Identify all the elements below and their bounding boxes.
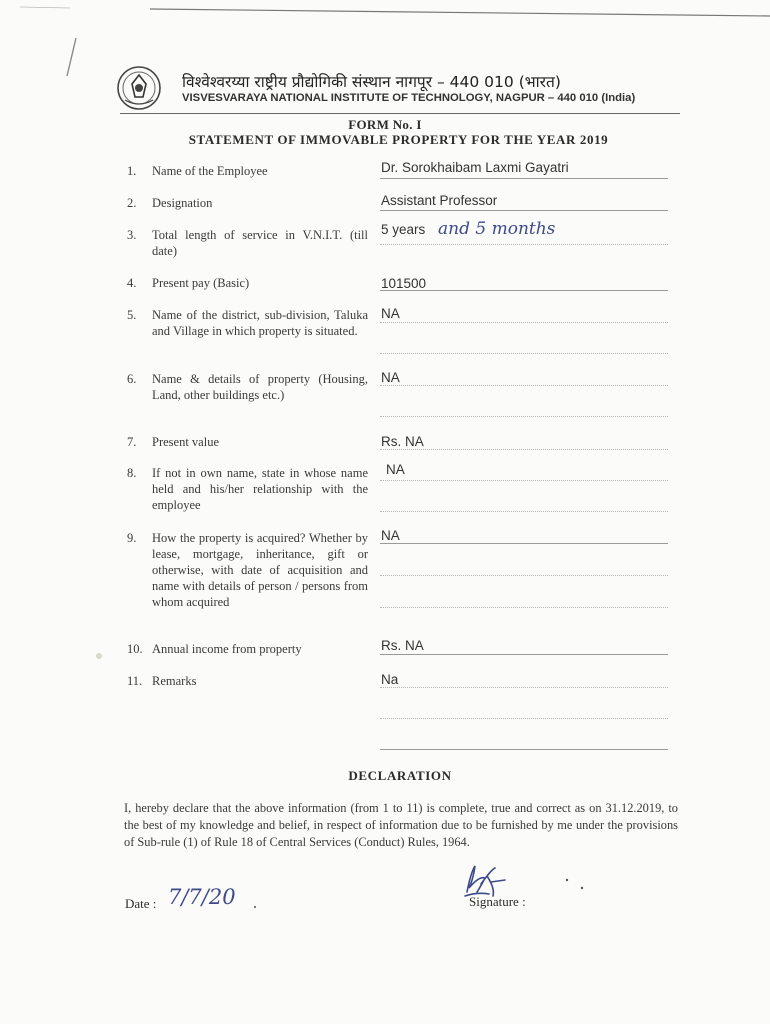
acquisition-value: NA: [381, 528, 400, 543]
annual-income-field: [381, 638, 424, 653]
answer-line: [380, 178, 668, 179]
institute-name-hindi: विश्वेश्वरय्या राष्ट्रीय प्रौद्योगिकी संस्थान नागपूर – 440 010 (भारत): [182, 73, 561, 91]
item-number: 1.: [127, 164, 137, 178]
answer-line: [380, 607, 668, 608]
present-value-value: NA: [405, 434, 424, 449]
item-number: 11.: [127, 674, 143, 688]
present-value-field: [381, 434, 424, 449]
date-label: Date :: [125, 896, 157, 911]
remarks-value: Na: [381, 672, 399, 687]
answer-line: [380, 449, 668, 450]
item-label: Designation: [152, 196, 213, 210]
answer-line: [380, 511, 668, 512]
signature-label: Signature :: [469, 894, 526, 909]
item-label: Present pay (Basic): [152, 276, 250, 290]
item-number: 6.: [127, 372, 137, 386]
designation-value: Assistant Professor: [381, 193, 498, 208]
item-number: 10.: [127, 642, 143, 656]
answer-line: [380, 575, 668, 576]
item-number: 8.: [127, 466, 137, 480]
answer-line: [380, 353, 668, 354]
item-number: 4.: [127, 276, 137, 290]
basic-pay-value: 101500: [381, 276, 427, 291]
date-handwritten: 7/7/20: [168, 885, 236, 909]
annual-income-value: NA: [405, 638, 424, 653]
currency-prefix: Rs.: [381, 638, 402, 653]
item-number: 3.: [127, 228, 137, 242]
declaration-text: I, hereby declare that the above information (from 1 to 11) is complete, true and correct as on 31.12.2019, to the best of my knowledge and belief, in respect of information due to be furnished by me under the provisions of Sub-rule (1) of Rule 18 of Central Services (Conduct) Rules, 1964.: [124, 801, 678, 849]
answer-line: [380, 654, 668, 655]
answer-line: [380, 244, 668, 245]
currency-prefix: Rs.: [381, 434, 402, 449]
property-details-value: NA: [381, 370, 400, 385]
declaration-title: DECLARATION: [348, 768, 452, 783]
answer-line: [380, 718, 668, 719]
form-number: FORM No. I: [348, 117, 422, 132]
item-number: 9.: [127, 531, 137, 545]
service-length-handwritten: and 5 months: [438, 219, 556, 239]
item-number: 7.: [127, 435, 137, 449]
institute-logo-icon: [115, 64, 163, 112]
answer-line: [380, 322, 668, 323]
item-number: 2.: [127, 196, 137, 210]
item-label: How the property is acquired? Whether by lease, mortgage, inheritance, gift or otherwise, with date of acquisition and name with details of person / persons from whom acquired: [152, 531, 368, 609]
institute-name-english: VISVESVARAYA NATIONAL INSTITUTE OF TECHNOLOGY, NAGPUR – 440 010 (India): [182, 92, 636, 104]
header-divider: [120, 113, 680, 114]
answer-line: [380, 480, 668, 481]
answer-line: [380, 210, 668, 211]
item-label: Total length of service in V.N.I.T. (till date): [152, 228, 368, 258]
item-label: Name of the district, sub-division, Taluka and Village in which property is situated.: [152, 308, 368, 338]
answer-line: [380, 749, 668, 750]
answer-line: [380, 416, 668, 417]
item-label: Present value: [152, 435, 219, 449]
item-label: Remarks: [152, 674, 197, 688]
form-title: STATEMENT OF IMMOVABLE PROPERTY FOR THE YEAR 2019: [188, 132, 609, 147]
item-label: Annual income from property: [152, 642, 302, 656]
item-label: Name & details of property (Housing, Land, other buildings etc.): [152, 372, 368, 402]
answer-line: [380, 290, 668, 291]
item-label: If not in own name, state in whose name held and his/her relationship with the employee: [152, 466, 368, 512]
owner-relationship-value: NA: [386, 462, 405, 477]
answer-line: [380, 687, 668, 688]
item-label: Name of the Employee: [152, 164, 268, 178]
employee-name-value: Dr. Sorokhaibam Laxmi Gayatri: [381, 160, 569, 175]
answer-line: [380, 543, 668, 544]
answer-line: [380, 385, 668, 386]
property-location-value: NA: [381, 306, 400, 321]
service-length-value: 5 years: [381, 222, 426, 237]
item-number: 5.: [127, 308, 137, 322]
